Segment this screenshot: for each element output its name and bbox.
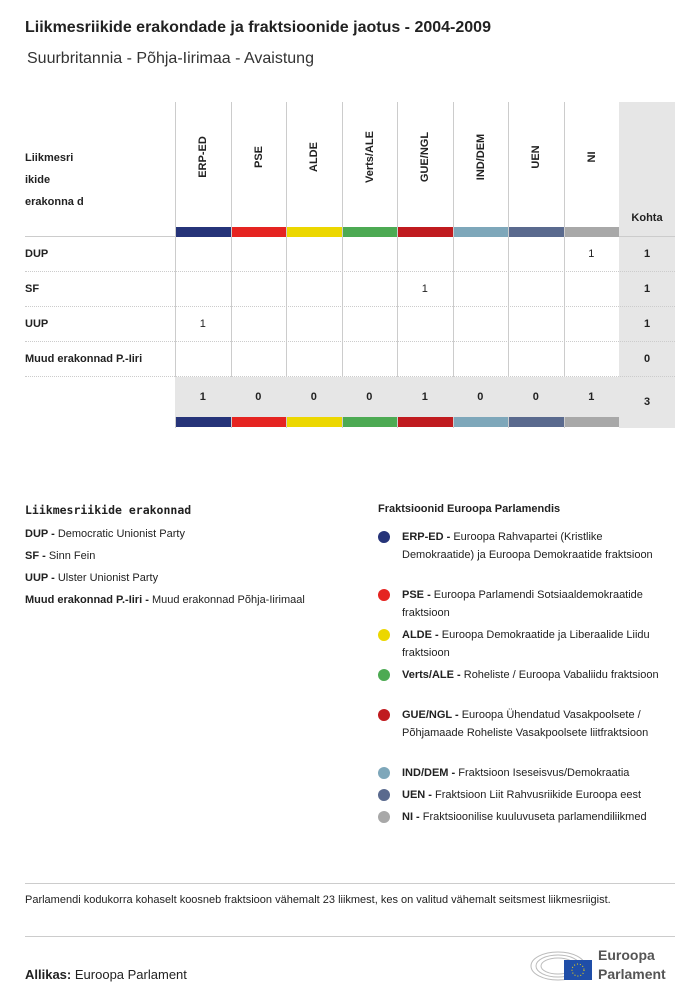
column-total: 1 (588, 391, 595, 403)
column-total: 1 (421, 391, 428, 403)
distribution-table (25, 102, 675, 408)
group-color-bar (343, 227, 398, 237)
group-legend-item (402, 586, 677, 622)
party-name: Muud erakonnad Põhja-Iirimaal (151, 594, 305, 606)
group-color-dot-icon (378, 669, 390, 681)
grand-total: 3 (643, 396, 651, 408)
party-abbr: DUP - (25, 528, 55, 540)
group-description: Euroopa Demokraatide ja Liberaalide Liidu fraktsioon (402, 629, 650, 659)
group-color-bar (176, 417, 231, 427)
group-name: UEN (530, 145, 543, 169)
column-total: 0 (532, 391, 539, 403)
group-name: IND/DEM (474, 133, 487, 181)
party-legend-item (25, 594, 305, 606)
party-name: Sinn Fein (48, 550, 96, 562)
group-color-bar (454, 417, 509, 427)
group-name: PSE (252, 145, 265, 169)
group-color-bar (232, 417, 287, 427)
group-abbr: PSE - (402, 589, 431, 601)
group-description: Fraktsioon Iseseisvus/Demokraatia (458, 767, 630, 779)
group-color-bar (232, 227, 287, 237)
group-name: Verts/ALE (363, 131, 376, 183)
group-color-bar (398, 227, 453, 237)
group-color-bar (565, 417, 620, 427)
party-label: UUP (25, 318, 49, 330)
divider (25, 936, 675, 937)
group-color-bar (454, 227, 509, 237)
groups-legend-heading: Fraktsioonid Euroopa Parlamendis (378, 503, 561, 515)
divider (25, 883, 675, 884)
group-name: NI (585, 151, 598, 163)
group-abbr: Verts/ALE - (402, 669, 461, 681)
group-abbr: GUE/NGL - (402, 709, 459, 721)
page-subtitle: Suurbritannia - Põhja-Iirimaa - Avaistung (27, 50, 314, 67)
group-description: Fraktsioonilise kuuluvuseta parlamendiliikmed (422, 811, 647, 823)
group-legend-item (402, 808, 677, 826)
column-total: 0 (477, 391, 484, 403)
parliament-hemicycle-icon (530, 946, 594, 982)
footnote: Parlamendi kodukorra kohaselt koosneb fraktsioon vähemalt 23 liikmest, kes on valitud vähemalt seitsmest liikmesriigist. (25, 894, 611, 906)
column-total: 1 (199, 391, 206, 403)
page-title: Liikmesriikide erakondade ja fraktsioonide jaotus - 2004-2009 (25, 19, 491, 36)
group-name: ALDE (308, 142, 321, 172)
group-color-bar (343, 417, 398, 427)
group-color-bar (176, 227, 231, 237)
party-legend-item (25, 550, 95, 562)
group-description: Euroopa Ühendatud Vasakpoolsete / Põhjamaade Roheliste Vasakpoolsete liitfraktsioon (402, 709, 649, 739)
parties-legend-heading: Liikmesriikide erakonnad (25, 503, 192, 517)
table-row (25, 307, 675, 342)
row-total: 1 (643, 283, 651, 295)
column-total: 0 (366, 391, 373, 403)
row-total: 0 (643, 353, 651, 365)
group-description: Roheliste / Euroopa Vabaliidu fraktsioon (463, 669, 659, 681)
column-total: 0 (310, 391, 317, 403)
group-abbr: ERP-ED - (402, 531, 451, 543)
table-row (25, 342, 675, 377)
cell-value: 1 (421, 283, 428, 295)
group-legend-item (402, 626, 677, 662)
group-legend-item (402, 666, 677, 684)
group-color-dot-icon (378, 531, 390, 543)
group-legend-item (402, 764, 677, 782)
party-legend-item (25, 572, 158, 584)
group-legend-item (402, 786, 677, 804)
group-legend-item (402, 528, 677, 564)
group-name: GUE/NGL (419, 131, 432, 183)
source-label: Allikas: (25, 967, 72, 982)
party-abbr: UUP - (25, 572, 55, 584)
group-color-bar (287, 227, 342, 237)
group-legend-item (402, 706, 677, 742)
group-abbr: NI - (402, 811, 420, 823)
party-label: Muud erakonnad P.-Iiri (25, 353, 143, 365)
group-color-dot-icon (378, 629, 390, 641)
group-color-bar (287, 417, 342, 427)
group-color-bar (398, 417, 453, 427)
party-name: Democratic Unionist Party (57, 528, 185, 540)
group-abbr: IND/DEM - (402, 767, 456, 779)
logo-line1: Euroopa (598, 947, 655, 963)
group-abbr: UEN - (402, 789, 432, 801)
party-label: SF (25, 283, 40, 295)
party-legend-item (25, 528, 185, 540)
group-color-dot-icon (378, 589, 390, 601)
group-abbr: ALDE - (402, 629, 439, 641)
source-value: Euroopa Parlament (74, 967, 187, 982)
column-total: 0 (255, 391, 262, 403)
cell-value: 1 (588, 248, 595, 260)
row-total: 1 (643, 318, 651, 330)
group-description: Fraktsioon Liit Rahvusriikide Euroopa eest (435, 789, 642, 801)
party-abbr: Muud erakonnad P.-Iiri - (25, 594, 149, 606)
group-color-bar (509, 227, 564, 237)
group-description: Euroopa Rahvapartei (Kristlike Demokraatide) ja Euroopa Demokraatide fraktsioon (402, 531, 653, 561)
group-color-dot-icon (378, 789, 390, 801)
group-name: ERP-ED (197, 136, 210, 178)
table-row (25, 237, 675, 272)
group-description: Euroopa Parlamendi Sotsiaaldemokraatide fraktsioon (402, 589, 643, 619)
source (25, 967, 187, 982)
group-color-bar (509, 417, 564, 427)
party-abbr: SF - (25, 550, 46, 562)
row-header-label: Liikmesri ikide erakonna d (25, 152, 84, 208)
group-color-dot-icon (378, 811, 390, 823)
ep-logo (530, 946, 680, 986)
party-label: DUP (25, 248, 49, 260)
group-color-bar (565, 227, 620, 237)
group-color-dot-icon (378, 767, 390, 779)
logo-line2: Parlament (598, 966, 666, 982)
table-row (25, 272, 675, 307)
row-total: 1 (643, 248, 651, 260)
group-color-dot-icon (378, 709, 390, 721)
party-name: Ulster Unionist Party (57, 572, 159, 584)
cell-value: 1 (199, 318, 206, 330)
total-header: Kohta (631, 212, 663, 224)
